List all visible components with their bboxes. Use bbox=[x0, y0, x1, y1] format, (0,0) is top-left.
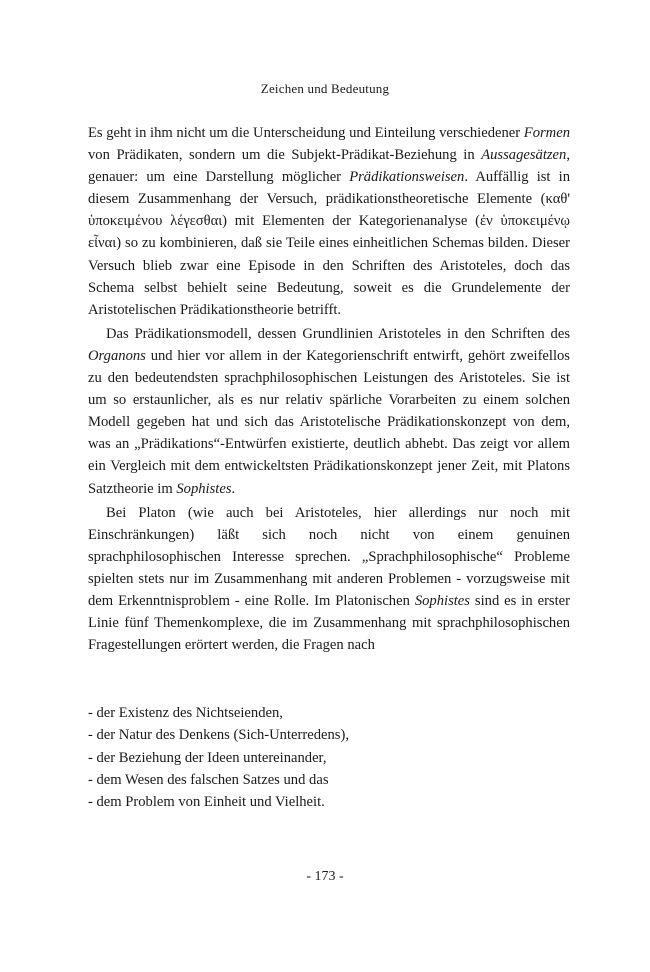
list-item: - der Existenz des Nichtseienden, bbox=[88, 705, 283, 721]
text-run: Bei Platon (wie auch bei Aristoteles, hier allerdings nur noch mit Einschränkungen) läßt sich noch nicht von einem genuinen sprachphilosophischen Interesse sprechen. „Sprachphilosophische“ Probleme spielten stets nur im Zusammenhang mit anderen Problemen - vorzugsweise mit dem Erkenntnisproblem - eine Rolle. Im Platonischen bbox=[88, 504, 570, 609]
text-run: sind es in erster Linie fünf Themenkomplexe, die im Zusammenhang mit sprachphilosophischen Fragestellungen erörtert werden, die Fragen nach bbox=[88, 592, 570, 654]
text-run: . Auffällig ist in diesem Zusammenhang der Versuch, prädikationstheoretische Elemente (καθ' ὑποκειμένου λέγεσθαι) mit Elementen der Kategorienanalyse (ἐν ὑποκειμένῳ εἶναι) so zu kombinieren, daß sie Teile eines einheitlichen Schemas bilden. Dieser Versuch blieb zwar eine Episode in den Schriften des Aristoteles, doch das Schema selbst behielt seine Bedeutung, soweit es die Grundelemente der Aristotelischen Prädikationstheorie betrifft. bbox=[88, 169, 570, 318]
paragraph bbox=[88, 323, 570, 500]
text-run: Es geht in ihm nicht um die Unterscheidung und Einteilung verschiedener bbox=[88, 125, 524, 141]
text-run: . bbox=[231, 480, 236, 497]
body-text bbox=[88, 122, 570, 656]
text-run: Das Prädikationsmodell, dessen Grundlinien Aristoteles in den Schriften des bbox=[106, 325, 570, 342]
paragraph bbox=[88, 502, 570, 657]
running-header: Zeichen und Bedeutung bbox=[260, 81, 390, 96]
emphasized-term: Organons bbox=[88, 347, 146, 364]
list-item: - der Natur des Denkens (Sich-Unterredens), bbox=[88, 727, 349, 744]
emphasized-term: Formen bbox=[523, 125, 570, 141]
list-item: - der Beziehung der Ideen untereinander, bbox=[88, 749, 327, 766]
text-run: von Prädikaten, sondern um die Subjekt-Prädikat-Beziehung in bbox=[88, 147, 482, 164]
text-run: , genauer: um eine Darstellung möglicher bbox=[88, 147, 570, 186]
emphasized-term: Aussagesätzen bbox=[481, 147, 567, 164]
list-item: - dem Problem von Einheit und Vielheit. bbox=[88, 794, 325, 811]
list-item: - dem Wesen des falschen Satzes und das bbox=[88, 771, 329, 788]
text-run: und hier vor allem in der Kategorienschrift entwirft, gehört zweifellos zu den bedeutendsten sprachphilosophischen Leistungen des Aristoteles. Sie ist um so erstaunlicher, als es nur relativ spärliche Vorarbeiten zu einem solchen Modell gegeben hat und sich das Aristotelische Prädikationskonzept von dem, was an „Prädikations“-Entwürfen existierte, deutlich abhebt. Das zeigt vor allem ein Vergleich mit dem entwickeltsten Prädikationskonzept jener Zeit, mit Platons Satztheorie im bbox=[88, 347, 570, 497]
topic-list bbox=[88, 702, 570, 813]
emphasized-term: Prädikationsweisen bbox=[349, 169, 465, 186]
emphasized-term: Sophistes bbox=[414, 592, 470, 609]
emphasized-term: Sophistes bbox=[176, 480, 232, 497]
page-number: - 173 - bbox=[306, 869, 344, 884]
paragraph bbox=[88, 122, 570, 321]
